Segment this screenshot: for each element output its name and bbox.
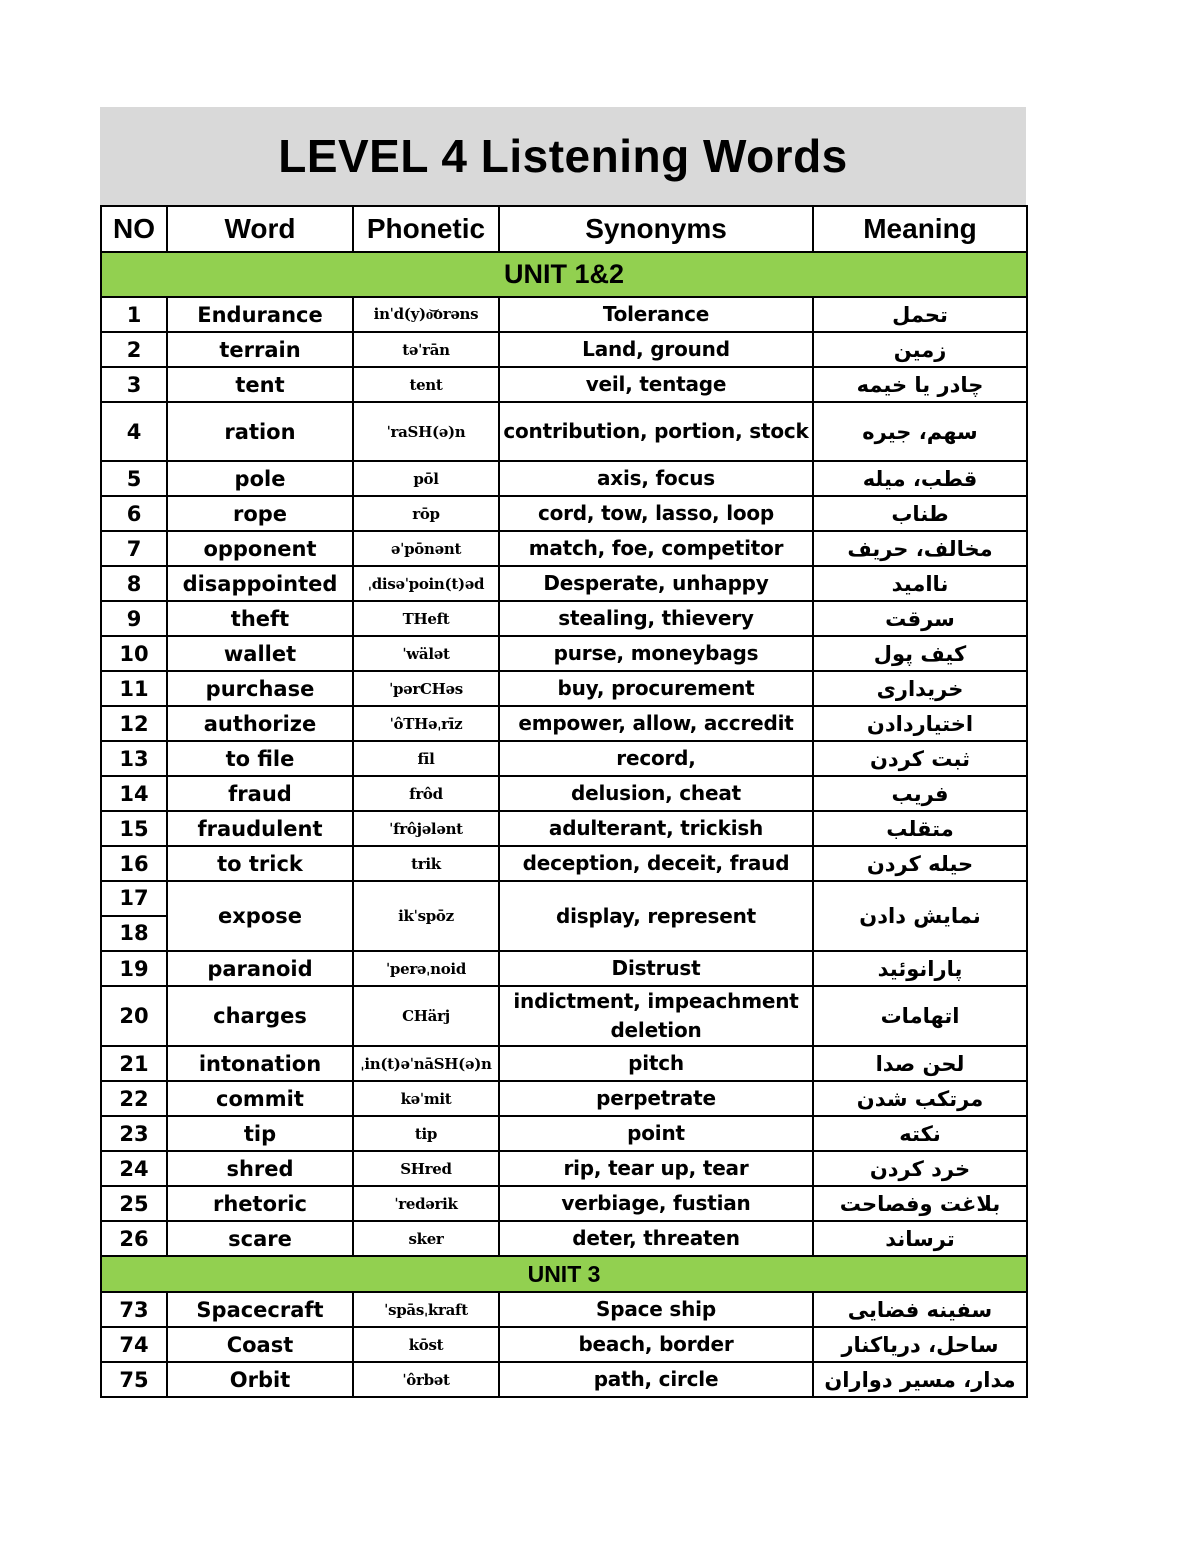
word-cell: commit bbox=[167, 1081, 353, 1116]
phonetic-cell: ˌdisəˈpoin(t)əd bbox=[353, 566, 499, 601]
synonyms-cell: cord, tow, lasso, loop bbox=[499, 496, 813, 531]
word-cell: fraud bbox=[167, 776, 353, 811]
table-row bbox=[101, 1327, 1027, 1362]
sheet-title: LEVEL 4 Listening Words bbox=[100, 107, 1026, 205]
meaning-cell: پارانوئید bbox=[813, 951, 1027, 986]
meaning-cell: قطب، میله bbox=[813, 461, 1027, 496]
synonyms-cell: indictment, impeachment deletion bbox=[499, 986, 813, 1046]
table-row bbox=[101, 402, 1027, 461]
table-row bbox=[101, 496, 1027, 531]
row-number: 9 bbox=[101, 601, 167, 636]
unit-heading: UNIT 3 bbox=[101, 1256, 1027, 1292]
word-cell: rope bbox=[167, 496, 353, 531]
table-row bbox=[101, 881, 1027, 951]
unit-heading-row bbox=[101, 252, 1027, 297]
table-row bbox=[101, 1081, 1027, 1116]
meaning-cell: سفینه فضایی bbox=[813, 1292, 1027, 1327]
phonetic-cell: ˈraSH(ə)n bbox=[353, 402, 499, 461]
meaning-cell: حیله کردن bbox=[813, 846, 1027, 881]
phonetic-cell: ˈspāsˌkraft bbox=[353, 1292, 499, 1327]
table-row bbox=[101, 776, 1027, 811]
word-cell: expose bbox=[167, 881, 353, 951]
table-row bbox=[101, 986, 1027, 1046]
phonetic-cell: təˈrān bbox=[353, 332, 499, 367]
phonetic-cell: kəˈmit bbox=[353, 1081, 499, 1116]
meaning-cell: مدار، مسیر دواران bbox=[813, 1362, 1027, 1397]
meaning-cell: ناامید bbox=[813, 566, 1027, 601]
phonetic-cell: rōp bbox=[353, 496, 499, 531]
meaning-cell: اتهامات bbox=[813, 986, 1027, 1046]
table-row bbox=[101, 1151, 1027, 1186]
meaning-cell: بلاغت وفصاحت bbox=[813, 1186, 1027, 1221]
row-number: 25 bbox=[101, 1186, 167, 1221]
header-phonetic: Phonetic bbox=[353, 206, 499, 252]
row-number: 18 bbox=[119, 921, 149, 945]
word-cell: purchase bbox=[167, 671, 353, 706]
meaning-cell: اختیاردادن bbox=[813, 706, 1027, 741]
synonyms-cell: Space ship bbox=[499, 1292, 813, 1327]
word-cell: rhetoric bbox=[167, 1186, 353, 1221]
word-cell: to trick bbox=[167, 846, 353, 881]
synonyms-cell: match, foe, competitor bbox=[499, 531, 813, 566]
table-row bbox=[101, 811, 1027, 846]
synonyms-cell: stealing, thievery bbox=[499, 601, 813, 636]
row-number: 2 bbox=[101, 332, 167, 367]
meaning-cell: سهم، جیره bbox=[813, 402, 1027, 461]
phonetic-cell: SHred bbox=[353, 1151, 499, 1186]
synonyms-cell: point bbox=[499, 1116, 813, 1151]
row-number: 23 bbox=[101, 1116, 167, 1151]
synonyms-cell: purse, moneybags bbox=[499, 636, 813, 671]
synonyms-cell: Land, ground bbox=[499, 332, 813, 367]
word-cell: authorize bbox=[167, 706, 353, 741]
phonetic-cell: ˈredərik bbox=[353, 1186, 499, 1221]
meaning-cell: کیف پول bbox=[813, 636, 1027, 671]
table-row bbox=[101, 297, 1027, 332]
word-cell: tip bbox=[167, 1116, 353, 1151]
table-row bbox=[101, 367, 1027, 402]
word-cell: terrain bbox=[167, 332, 353, 367]
row-number: 14 bbox=[101, 776, 167, 811]
table-row bbox=[101, 1116, 1027, 1151]
synonyms-cell: Tolerance bbox=[499, 297, 813, 332]
row-number: 74 bbox=[101, 1327, 167, 1362]
table-row bbox=[101, 636, 1027, 671]
table-row bbox=[101, 461, 1027, 496]
table-row bbox=[101, 1292, 1027, 1327]
phonetic-cell: kōst bbox=[353, 1327, 499, 1362]
row-number: 12 bbox=[101, 706, 167, 741]
word-cell: paranoid bbox=[167, 951, 353, 986]
phonetic-cell: trik bbox=[353, 846, 499, 881]
header-meaning: Meaning bbox=[813, 206, 1027, 252]
synonyms-cell: buy, procurement bbox=[499, 671, 813, 706]
synonyms-cell: axis, focus bbox=[499, 461, 813, 496]
meaning-cell: سرقت bbox=[813, 601, 1027, 636]
table-row bbox=[101, 1362, 1027, 1397]
header-row bbox=[101, 206, 1027, 252]
table-row bbox=[101, 741, 1027, 776]
phonetic-cell: sker bbox=[353, 1221, 499, 1256]
meaning-cell: نمایش دادن bbox=[813, 881, 1027, 951]
phonetic-cell: ikˈspōz bbox=[353, 881, 499, 951]
word-cell: scare bbox=[167, 1221, 353, 1256]
phonetic-cell: ˈperəˌnoid bbox=[353, 951, 499, 986]
meaning-cell: ساحل، دریاکنار bbox=[813, 1327, 1027, 1362]
phonetic-cell: ˈôrbət bbox=[353, 1362, 499, 1397]
word-cell: fraudulent bbox=[167, 811, 353, 846]
meaning-cell: خریداری bbox=[813, 671, 1027, 706]
word-cell: tent bbox=[167, 367, 353, 402]
meaning-cell: ثبت کردن bbox=[813, 741, 1027, 776]
header-synonyms: Synonyms bbox=[499, 206, 813, 252]
row-number: 6 bbox=[101, 496, 167, 531]
phonetic-cell: tent bbox=[353, 367, 499, 402]
phonetic-cell: tip bbox=[353, 1116, 499, 1151]
word-cell: wallet bbox=[167, 636, 353, 671]
row-number: 7 bbox=[101, 531, 167, 566]
synonyms-cell: deter, threaten bbox=[499, 1221, 813, 1256]
phonetic-cell: inˈd(y)o͝orəns bbox=[353, 297, 499, 332]
table-row bbox=[101, 1186, 1027, 1221]
synonyms-cell: pitch bbox=[499, 1046, 813, 1081]
phonetic-cell: ˈwälət bbox=[353, 636, 499, 671]
word-cell: Orbit bbox=[167, 1362, 353, 1397]
row-number: 24 bbox=[101, 1151, 167, 1186]
phonetic-cell: fīl bbox=[353, 741, 499, 776]
synonyms-cell: record, bbox=[499, 741, 813, 776]
synonyms-cell: rip, tear up, tear bbox=[499, 1151, 813, 1186]
word-cell: intonation bbox=[167, 1046, 353, 1081]
word-cell: disappointed bbox=[167, 566, 353, 601]
row-number: 3 bbox=[101, 367, 167, 402]
phonetic-cell: ˈfrôjələnt bbox=[353, 811, 499, 846]
table-row bbox=[101, 1221, 1027, 1256]
synonyms-cell: contribution, portion, stock bbox=[499, 402, 813, 461]
row-number: 15 bbox=[101, 811, 167, 846]
row-number: 8 bbox=[101, 566, 167, 601]
row-number: 11 bbox=[101, 671, 167, 706]
word-cell: shred bbox=[167, 1151, 353, 1186]
table-row bbox=[101, 846, 1027, 881]
phonetic-cell: CHärj bbox=[353, 986, 499, 1046]
row-number: 73 bbox=[101, 1292, 167, 1327]
row-number-pair bbox=[101, 881, 167, 951]
header-word: Word bbox=[167, 206, 353, 252]
row-number: 13 bbox=[101, 741, 167, 776]
meaning-cell: تحمل bbox=[813, 297, 1027, 332]
table-row bbox=[101, 671, 1027, 706]
table-row bbox=[101, 332, 1027, 367]
row-number: 19 bbox=[101, 951, 167, 986]
word-cell: to file bbox=[167, 741, 353, 776]
row-number: 26 bbox=[101, 1221, 167, 1256]
row-number: 20 bbox=[101, 986, 167, 1046]
row-number: 16 bbox=[101, 846, 167, 881]
table-row bbox=[101, 566, 1027, 601]
unit-heading-row bbox=[101, 1256, 1027, 1292]
meaning-cell: نکته bbox=[813, 1116, 1027, 1151]
meaning-cell: لحن صدا bbox=[813, 1046, 1027, 1081]
row-number: 10 bbox=[101, 636, 167, 671]
row-number: 5 bbox=[101, 461, 167, 496]
synonyms-cell: beach, border bbox=[499, 1327, 813, 1362]
word-cell: Coast bbox=[167, 1327, 353, 1362]
header-no: NO bbox=[101, 206, 167, 252]
word-cell: charges bbox=[167, 986, 353, 1046]
table-row bbox=[101, 601, 1027, 636]
word-cell: opponent bbox=[167, 531, 353, 566]
phonetic-cell: THeft bbox=[353, 601, 499, 636]
meaning-cell: ترساند bbox=[813, 1221, 1027, 1256]
synonyms-cell: verbiage, fustian bbox=[499, 1186, 813, 1221]
row-number: 75 bbox=[101, 1362, 167, 1397]
phonetic-cell: ˈôTHəˌrīz bbox=[353, 706, 499, 741]
word-cell: Endurance bbox=[167, 297, 353, 332]
phonetic-cell: əˈpōnənt bbox=[353, 531, 499, 566]
meaning-cell: فریب bbox=[813, 776, 1027, 811]
row-number: 1 bbox=[101, 297, 167, 332]
synonyms-cell: deception, deceit, fraud bbox=[499, 846, 813, 881]
table-row bbox=[101, 531, 1027, 566]
meaning-cell: مرتکب شدن bbox=[813, 1081, 1027, 1116]
meaning-cell: خرد کردن bbox=[813, 1151, 1027, 1186]
synonyms-cell: empower, allow, accredit bbox=[499, 706, 813, 741]
word-cell: pole bbox=[167, 461, 353, 496]
table-row bbox=[101, 951, 1027, 986]
table-row bbox=[101, 1046, 1027, 1081]
meaning-cell: متقلب bbox=[813, 811, 1027, 846]
synonyms-cell: delusion, cheat bbox=[499, 776, 813, 811]
synonyms-cell: adulterant, trickish bbox=[499, 811, 813, 846]
table-row bbox=[101, 706, 1027, 741]
synonyms-cell: Desperate, unhappy bbox=[499, 566, 813, 601]
row-number: 21 bbox=[101, 1046, 167, 1081]
unit-heading: UNIT 1&2 bbox=[101, 252, 1027, 297]
meaning-cell: طناب bbox=[813, 496, 1027, 531]
synonyms-cell: perpetrate bbox=[499, 1081, 813, 1116]
phonetic-cell: pōl bbox=[353, 461, 499, 496]
word-cell: Spacecraft bbox=[167, 1292, 353, 1327]
vocabulary-table bbox=[100, 205, 1028, 1398]
row-number: 4 bbox=[101, 402, 167, 461]
meaning-cell: مخالف، حریف bbox=[813, 531, 1027, 566]
word-cell: theft bbox=[167, 601, 353, 636]
synonyms-cell: Distrust bbox=[499, 951, 813, 986]
synonyms-cell: display, represent bbox=[499, 881, 813, 951]
word-cell: ration bbox=[167, 402, 353, 461]
row-number: 17 bbox=[102, 882, 166, 917]
meaning-cell: زمین bbox=[813, 332, 1027, 367]
synonyms-cell: veil, tentage bbox=[499, 367, 813, 402]
synonyms-cell: path, circle bbox=[499, 1362, 813, 1397]
phonetic-cell: ˈpərCHəs bbox=[353, 671, 499, 706]
phonetic-cell: frôd bbox=[353, 776, 499, 811]
row-number: 22 bbox=[101, 1081, 167, 1116]
meaning-cell: چادر یا خیمه bbox=[813, 367, 1027, 402]
vocabulary-sheet bbox=[100, 107, 1026, 1398]
phonetic-cell: ˌin(t)əˈnāSH(ə)n bbox=[353, 1046, 499, 1081]
